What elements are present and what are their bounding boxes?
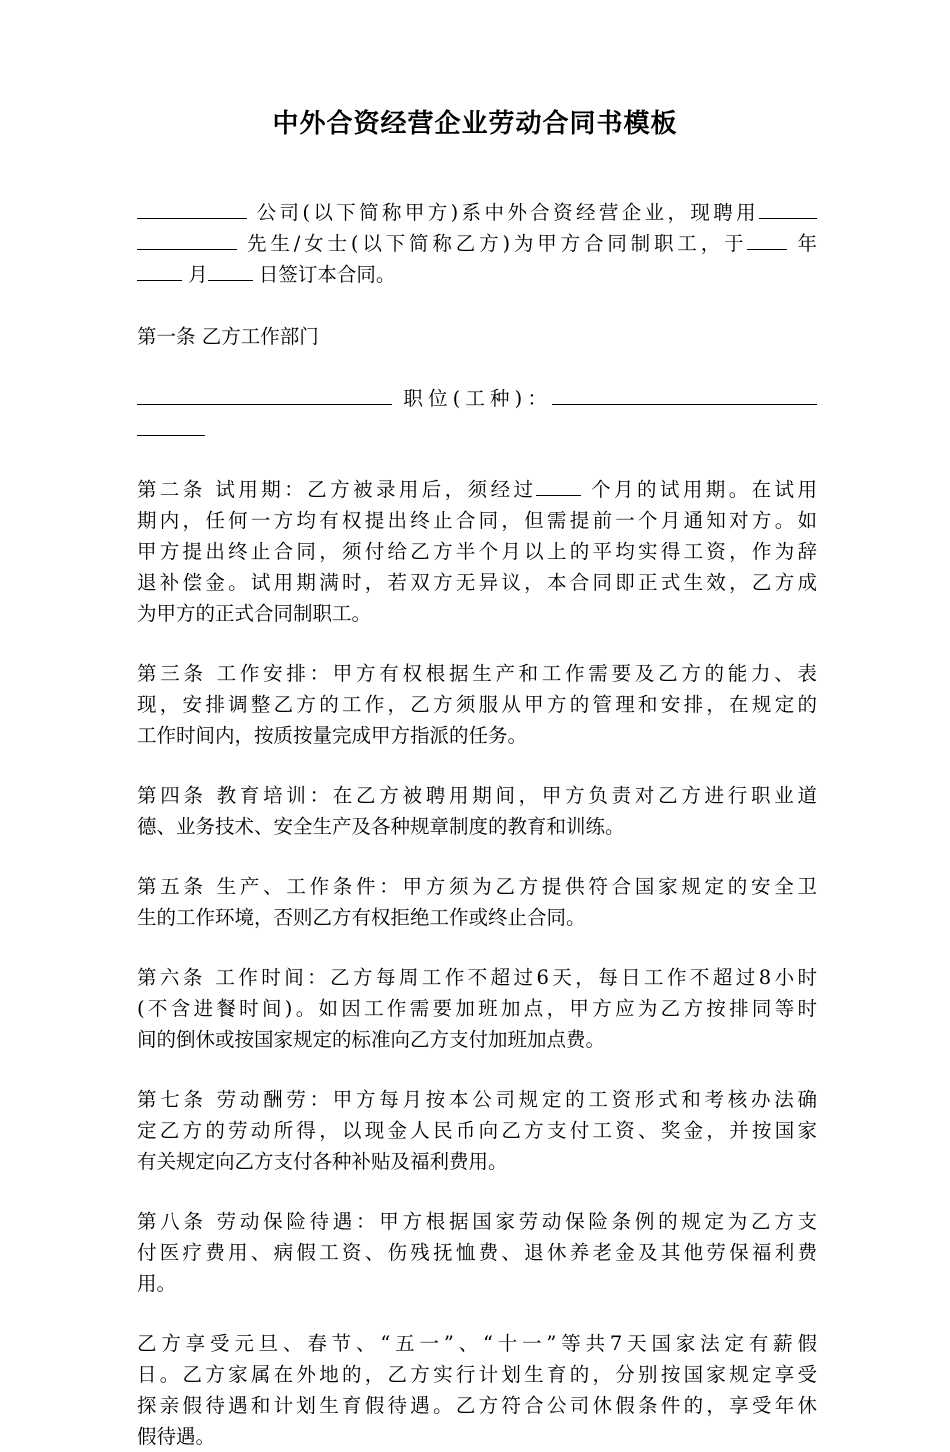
- article-7: [137, 1084, 817, 1177]
- position-line: [137, 383, 817, 414]
- article-7-line: 定乙方的劳动所得，以现金人民币向乙方支付工资、奖金，并按国家: [137, 1119, 817, 1142]
- article-1-position: [137, 383, 817, 445]
- article-4-line: 德、业务技术、安全生产及各种规章制度的教育和训练。: [137, 815, 625, 838]
- employee-name-blank-b[interactable]: [137, 229, 237, 250]
- article-1-heading: 第一条 乙方工作部门: [137, 325, 319, 348]
- article-2: [137, 474, 817, 629]
- article-6-line: 间的倒休或按国家规定的标准向乙方支付加班加点费。: [137, 1028, 606, 1051]
- probation-months-blank[interactable]: [536, 475, 581, 496]
- day-blank[interactable]: [208, 260, 253, 281]
- holidays-paragraph: [137, 1328, 817, 1452]
- employee-name-blank-a[interactable]: [759, 198, 817, 219]
- month-label: 月: [188, 263, 208, 286]
- intro-line-3: [137, 259, 817, 290]
- department-blank[interactable]: [137, 384, 392, 405]
- year-blank[interactable]: [747, 229, 787, 250]
- intro-line-2: [137, 228, 817, 259]
- position-label: 职位(工种)：: [403, 387, 553, 410]
- intro-text-1: 公司(以下简称甲方)系中外合资经营企业，现聘用: [256, 201, 759, 224]
- article-6: [137, 962, 817, 1055]
- holidays-line: 乙方享受元旦、春节、“五一”、“十一”等共7天国家法定有薪假: [137, 1332, 817, 1355]
- holidays-line: 日。乙方家属在外地的，乙方实行计划生育的，分别按国家规定享受: [137, 1363, 817, 1386]
- article-8-line: 第八条 劳动保险待遇：甲方根据国家劳动保险条例的规定为乙方支: [137, 1210, 817, 1233]
- position-blank-a[interactable]: [552, 384, 817, 405]
- document-title: 中外合资经营企业劳动合同书模板: [272, 109, 678, 139]
- article-2-line: 为甲方的正式合同制职工。: [137, 602, 372, 625]
- article-3-line: 现，安排调整乙方的工作，乙方须服从甲方的管理和安排，在规定的: [137, 693, 817, 716]
- article-3-line: 第三条 工作安排：甲方有权根据生产和工作需要及乙方的能力、表: [137, 662, 817, 685]
- article-5-line: 第五条 生产、工作条件：甲方须为乙方提供符合国家规定的安全卫: [137, 875, 817, 898]
- year-label: 年: [797, 232, 818, 255]
- document-body: [137, 197, 817, 1452]
- position-blank-b[interactable]: [137, 415, 205, 436]
- article-2-text-b: 个月的试用期。在试用: [591, 478, 817, 501]
- article-6-line: 第六条 工作时间：乙方每周工作不超过6天，每日工作不超过8小时: [137, 966, 817, 989]
- position-line-2: [137, 414, 817, 445]
- holidays-line: 探亲假待遇和计划生育假待遇。乙方符合公司休假条件的，享受年休: [137, 1394, 817, 1417]
- article-2-line: 期内，任何一方均有权提出终止合同，但需提前一个月通知对方。如: [137, 509, 817, 532]
- intro-paragraph: [137, 197, 817, 290]
- article-7-line: 有关规定向乙方支付各种补贴及福利费用。: [137, 1150, 508, 1173]
- article-2-line: 退补偿金。试用期满时，若双方无异议，本合同即正式生效，乙方成: [137, 571, 817, 594]
- article-5-line: 生的工作环境，否则乙方有权拒绝工作或终止合同。: [137, 906, 586, 929]
- article-7-line: 第七条 劳动酬劳：甲方每月按本公司规定的工资形式和考核办法确: [137, 1088, 817, 1111]
- intro-text-2: 先生/女士(以下简称乙方)为甲方合同制职工，于: [247, 232, 748, 255]
- article-8: [137, 1206, 817, 1299]
- article-2-line: [137, 474, 817, 505]
- company-name-blank[interactable]: [137, 198, 247, 219]
- article-8-line: 付医疗费用、病假工资、伤残抚恤费、退休养老金及其他劳保福利费: [137, 1241, 817, 1264]
- month-blank[interactable]: [137, 260, 182, 281]
- article-4: [137, 780, 817, 842]
- article-3-line: 工作时间内，按质按量完成甲方指派的任务。: [137, 724, 528, 747]
- article-2-line: 甲方提出终止合同，须付给乙方半个月以上的平均实得工资，作为辞: [137, 540, 817, 563]
- article-8-line: 用。: [137, 1272, 177, 1295]
- intro-text-3: 日签订本合同。: [258, 263, 396, 286]
- intro-line-1: [137, 197, 817, 228]
- article-4-line: 第四条 教育培训：在乙方被聘用期间，甲方负责对乙方进行职业道: [137, 784, 817, 807]
- article-6-line: (不含进餐时间)。如因工作需要加班加点，甲方应为乙方按排同等时: [137, 997, 817, 1020]
- article-2-text-a: 第二条 试用期：乙方被录用后，须经过: [137, 478, 537, 501]
- article-5: [137, 871, 817, 933]
- holidays-line: 假待遇。: [137, 1425, 216, 1448]
- article-3: [137, 658, 817, 751]
